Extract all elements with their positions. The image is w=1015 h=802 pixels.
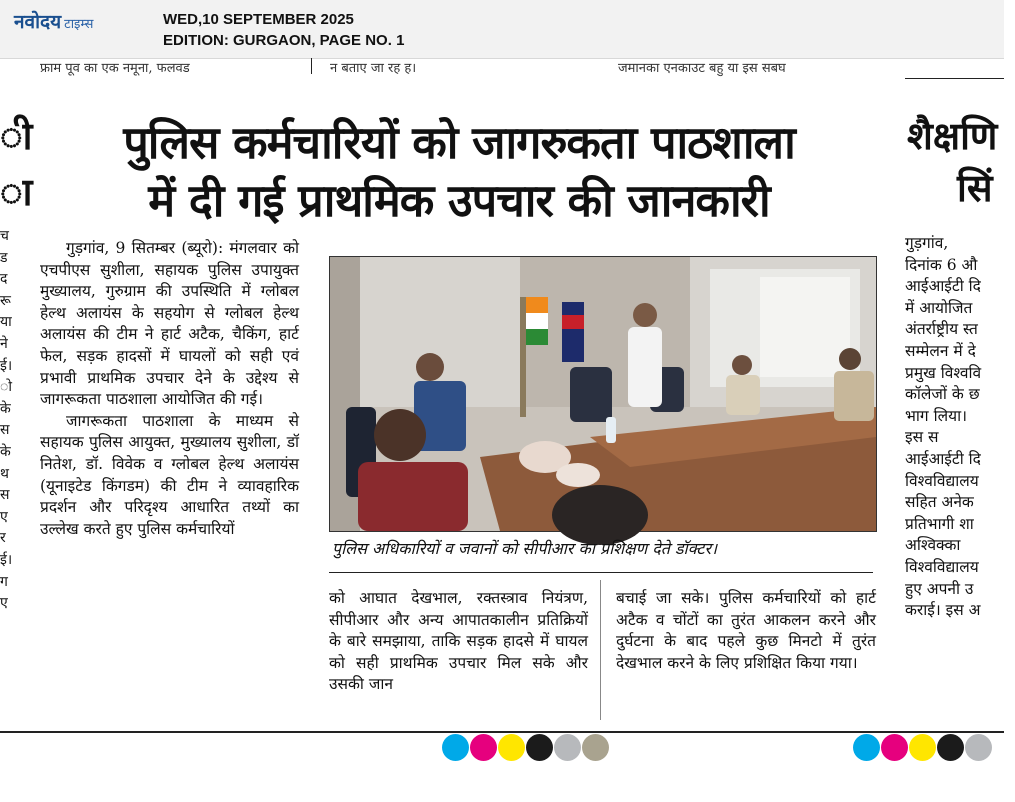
left-text-line: स	[0, 487, 10, 504]
left-text-lines	[0, 226, 14, 615]
article-column-3	[616, 588, 876, 674]
left-text-line: के	[0, 400, 11, 417]
left-text-line: ड	[0, 249, 8, 266]
print-marks-right	[853, 734, 1013, 762]
right-text-line: प्रतिभागी शा	[905, 514, 974, 533]
prev-article-fragment: न बताए जा रह ह।	[330, 61, 417, 76]
right-text-line: सहित अनेक	[905, 493, 974, 512]
right-text-line: आईआईटी दि	[905, 449, 981, 468]
left-text-line: ो	[0, 379, 12, 396]
article-column-2	[329, 588, 588, 696]
article-headline	[36, 114, 882, 230]
headline-line-2: में दी गई प्राथमिक उपचार की जानकारी	[148, 174, 770, 227]
logo-text: नवोदय	[14, 11, 62, 33]
registration-dot	[498, 734, 525, 761]
left-text-line: या	[0, 314, 12, 331]
photo-illustration	[330, 257, 876, 531]
column-rule	[600, 580, 601, 720]
right-text-line: हुए अपनी उ	[905, 579, 974, 598]
right-text-line: आईआईटी दि	[905, 277, 981, 296]
registration-dot	[909, 734, 936, 761]
right-text-line: सम्मेलन में दे	[905, 341, 976, 360]
right-text-line: अश्विक्का	[905, 536, 961, 555]
article-column-1	[40, 238, 299, 540]
left-text-line: रू	[0, 292, 11, 309]
left-headline-char: ा	[0, 170, 33, 214]
print-marks-center	[442, 734, 612, 762]
left-text-line: स	[0, 422, 10, 439]
photo-caption: पुलिस अधिकारियों व जवानों को सीपीआर का प्रशिक्षण देते डॉक्टर।	[332, 539, 718, 558]
registration-dot	[554, 734, 581, 761]
left-text-line: ए	[0, 508, 8, 525]
top-bar	[0, 0, 1004, 59]
registration-dot	[442, 734, 469, 761]
right-text-line: गुड़गांव,	[905, 234, 949, 252]
left-text-line: द	[0, 271, 8, 288]
right-text-line: में आयोजित	[905, 298, 973, 317]
right-text-line: भाग लिया।	[905, 406, 967, 425]
right-text-line: कॉलेजों के छ	[905, 385, 980, 404]
caption-rule	[329, 572, 873, 573]
right-text-line: अंतर्राष्ट्रीय स्त	[905, 320, 978, 339]
article-paragraph: बचाई जा सके। पुलिस कर्मचारियों को हार्ट अटैक व चोंटों का तुरंत आकलन करने और दुर्घटना के बाद पहले कुछ मिनटो में तुरंत देखभाल करने के लिए प्रशिक्षित किया गया।	[616, 589, 876, 672]
right-text-line: विश्वविद्यालय	[905, 557, 979, 576]
registration-dot	[853, 734, 880, 761]
right-headline-line-1: शैक्षणि	[907, 114, 998, 158]
right-text-line: इस स	[905, 428, 939, 447]
left-text-line: ई।	[0, 357, 13, 374]
bottom-rule	[0, 731, 1004, 733]
article-photo	[329, 256, 877, 532]
right-text-lines	[905, 233, 1015, 622]
registration-dot	[470, 734, 497, 761]
edition-page: EDITION: GURGAON, PAGE NO. 1	[163, 32, 405, 49]
right-text-line: प्रमुख विश्ववि	[905, 363, 982, 382]
right-text-line: दिनांक 6 औ	[905, 255, 978, 274]
headline-line-1: पुलिस कर्मचारियों को जागरुकता पाठशाला	[123, 116, 795, 169]
prev-article-fragment: जमानका एनकाउट बहु या इस सबघ	[618, 61, 786, 76]
registration-dot	[582, 734, 609, 761]
left-headline-char: ी	[0, 114, 33, 158]
registration-dot	[965, 734, 992, 761]
article-paragraph: को आघात देखभाल, रक्तस्त्राव नियंत्रण, सीपीआर और अन्य आपातकालीन प्रतिक्रियों के बारे समझाया, ताकि सड़क हादसे में घायल को सही प्राथमिक उपचार मिल सके और उसकी जान	[329, 589, 588, 694]
edition-info	[163, 9, 404, 51]
left-article-fragment	[0, 100, 33, 615]
left-text-line: थ	[0, 465, 9, 482]
prev-article-fragment: फ्राम पूव का एक नमूना, फलवड	[40, 61, 190, 76]
edition-date: WED,10 SEPTEMBER 2025	[163, 11, 354, 28]
left-text-line: के	[0, 443, 11, 460]
right-text-line: विश्वविद्यालय	[905, 471, 979, 490]
newspaper-logo	[14, 8, 93, 34]
left-text-line: ई।	[0, 551, 13, 568]
left-text-line: ए	[0, 595, 8, 612]
logo-sub: टाइम्स	[64, 17, 94, 32]
article-paragraph: गुड़गांव, 9 सितम्बर (ब्यूरो): मंगलवार को एचपीएस सुशीला, सहायक पुलिस उपायुक्त मुख्यालय, गुरुग्राम की उपस्थिति में ग्लोबल हेल्थ अलायंस के सहयोग से ग्लोबल हेल्थ अलायंस की टीम ने हार्ट अटैक, चैकिंग, हार्ट फेल, सड़क हादसों में घायलों को सही एवं प्रभावी प्राथमिक उपचार देने के उद्देश्य से जागरूकता पाठशाला आयोजित की गई।	[40, 239, 299, 409]
left-text-line: ग	[0, 573, 8, 590]
left-text-line: ने	[0, 335, 8, 352]
right-headline-line-2: सिं	[957, 166, 993, 210]
registration-dot	[526, 734, 553, 761]
right-article-fragment	[905, 0, 1004, 740]
article-paragraph: जागरूकता पाठशाला के माध्यम से सहायक पुलिस आयुक्त, मुख्यालय सुशीला, डॉ नितेश, डॉ. विवेक व ग्लोबल हेल्थ अलायंस (यूनाइटेड किंगडम) की टीम ने व्यावहारिक प्रदर्शन और परिदृश्य आधारित तथ्यों का उल्लेख करते हुए पुलिस कर्मचारियों	[40, 411, 299, 538]
left-text-line: च	[0, 228, 9, 244]
right-text-line: कराई। इस अ	[905, 601, 981, 620]
registration-dot	[937, 734, 964, 761]
column-rule	[311, 58, 312, 74]
registration-dot	[881, 734, 908, 761]
left-text-line: र	[0, 530, 6, 547]
